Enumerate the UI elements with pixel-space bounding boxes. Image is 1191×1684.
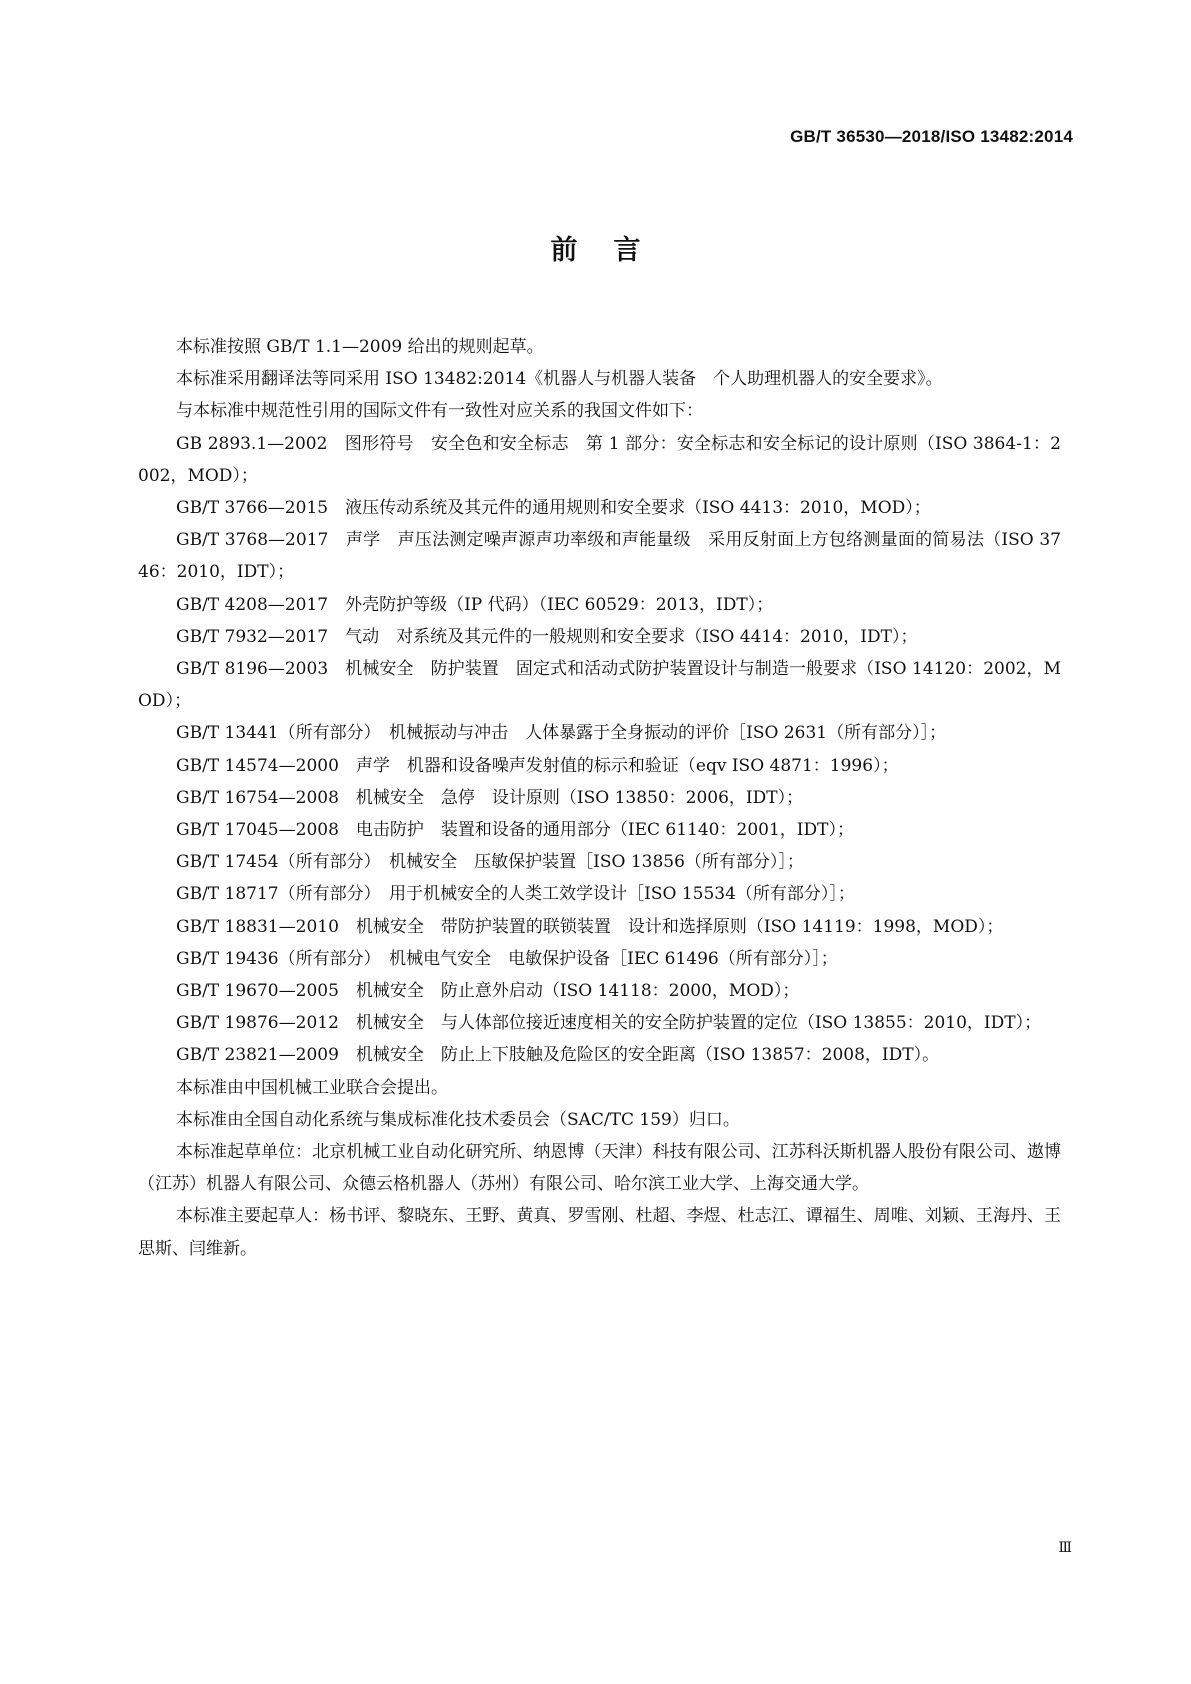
reference-item: GB/T 13441（所有部分） 机械振动与冲击 人体暴露于全身振动的评价［ISO 2631（所有部分）］； <box>176 723 947 744</box>
paragraph: 本标准由中国机械工业联合会提出。 <box>176 1077 448 1098</box>
reference-item: GB/T 8196—2003 机械安全 防护装置 固定式和活动式防护装置设计与制造一般要求（ISO 14120：2002，MOD）； <box>138 659 1061 712</box>
paragraph: 本标准起草单位：北京机械工业自动化研究所、纳恩博（天津）科技有限公司、江苏科沃斯机器人股份有限公司、遨博（江苏）机器人有限公司、众德云格机器人（苏州）有限公司、哈尔滨工业大学、上海交通大学。 <box>138 1142 1061 1195</box>
paragraph: 本标准按照 GB/T 1.1—2009 给出的规则起草。 <box>176 337 544 357</box>
reference-item: GB/T 18717（所有部分） 用于机械安全的人类工效学设计［ISO 15534（所有部分）］； <box>176 884 855 905</box>
reference-item: GB/T 17045—2008 电击防护 装置和设备的通用部分（IEC 61140：2001，IDT）； <box>176 820 854 841</box>
paragraph: 本标准采用翻译法等同采用 ISO 13482:2014《机器人与机器人装备 个人助理机器人的安全要求》。 <box>176 369 943 390</box>
reference-item: GB/T 18831—2010 机械安全 带防护装置的联锁装置 设计和选择原则（ISO 14119：1998，MOD）； <box>176 916 1004 937</box>
reference-item: GB/T 3766—2015 液压传动系统及其元件的通用规则和安全要求（ISO 4413：2010，MOD）； <box>176 498 931 519</box>
reference-item: GB/T 7932—2017 气动 对系统及其元件的一般规则和安全要求（ISO 4414：2010，IDT）； <box>176 626 918 647</box>
reference-item: GB/T 19436（所有部分） 机械电气安全 电敏保护设备［IEC 61496（所有部分）］； <box>176 948 838 969</box>
page-number: Ⅲ <box>1058 1540 1071 1556</box>
body-content <box>138 331 1061 1265</box>
paragraph: 本标准主要起草人：杨书评、黎晓东、王野、黄真、罗雪刚、杜超、李煜、杜志江、谭福生、周唯、刘颖、王海丹、王思斯、闫维新。 <box>138 1206 1061 1259</box>
reference-item: GB/T 3768—2017 声学 声压法测定噪声源声功率级和声能量级 采用反射面上方包络测量面的简易法（ISO 3746：2010，IDT）； <box>138 530 1061 583</box>
reference-item: GB 2893.1—2002 图形符号 安全色和安全标志 第 1 部分：安全标志和安全标记的设计原则（ISO 3864-1：2002，MOD）； <box>138 433 1061 486</box>
reference-item: GB/T 19670—2005 机械安全 防止意外启动（ISO 14118：2000，MOD）； <box>176 981 800 1002</box>
page-title: 前言 <box>550 235 677 266</box>
standard-code-header: GB/T 36530—2018/ISO 13482:2014 <box>790 127 1073 146</box>
reference-item: GB/T 17454（所有部分） 机械安全 压敏保护装置［ISO 13856（所有部分）］； <box>176 852 804 873</box>
paragraph: 与本标准中规范性引用的国际文件有一致性对应关系的我国文件如下： <box>176 401 703 422</box>
reference-item: GB/T 16754—2008 机械安全 急停 设计原则（ISO 13850：2006，IDT）； <box>176 787 804 808</box>
reference-item: GB/T 4208—2017 外壳防护等级（IP 代码）（IEC 60529：2013，IDT）； <box>176 594 774 615</box>
reference-item: GB/T 14574—2000 声学 机器和设备噪声发射值的标示和验证（eqv ISO 4871：1996）； <box>176 755 899 776</box>
reference-item: GB/T 23821—2009 机械安全 防止上下肢触及危险区的安全距离（ISO 13857：2008，IDT）。 <box>176 1045 940 1066</box>
paragraph: 本标准由全国自动化系统与集成标准化技术委员会（SAC/TC 159）归口。 <box>176 1109 740 1130</box>
reference-item: GB/T 19876—2012 机械安全 与人体部位接近速度相关的安全防护装置的定位（ISO 13855：2010，IDT）； <box>176 1013 1042 1034</box>
